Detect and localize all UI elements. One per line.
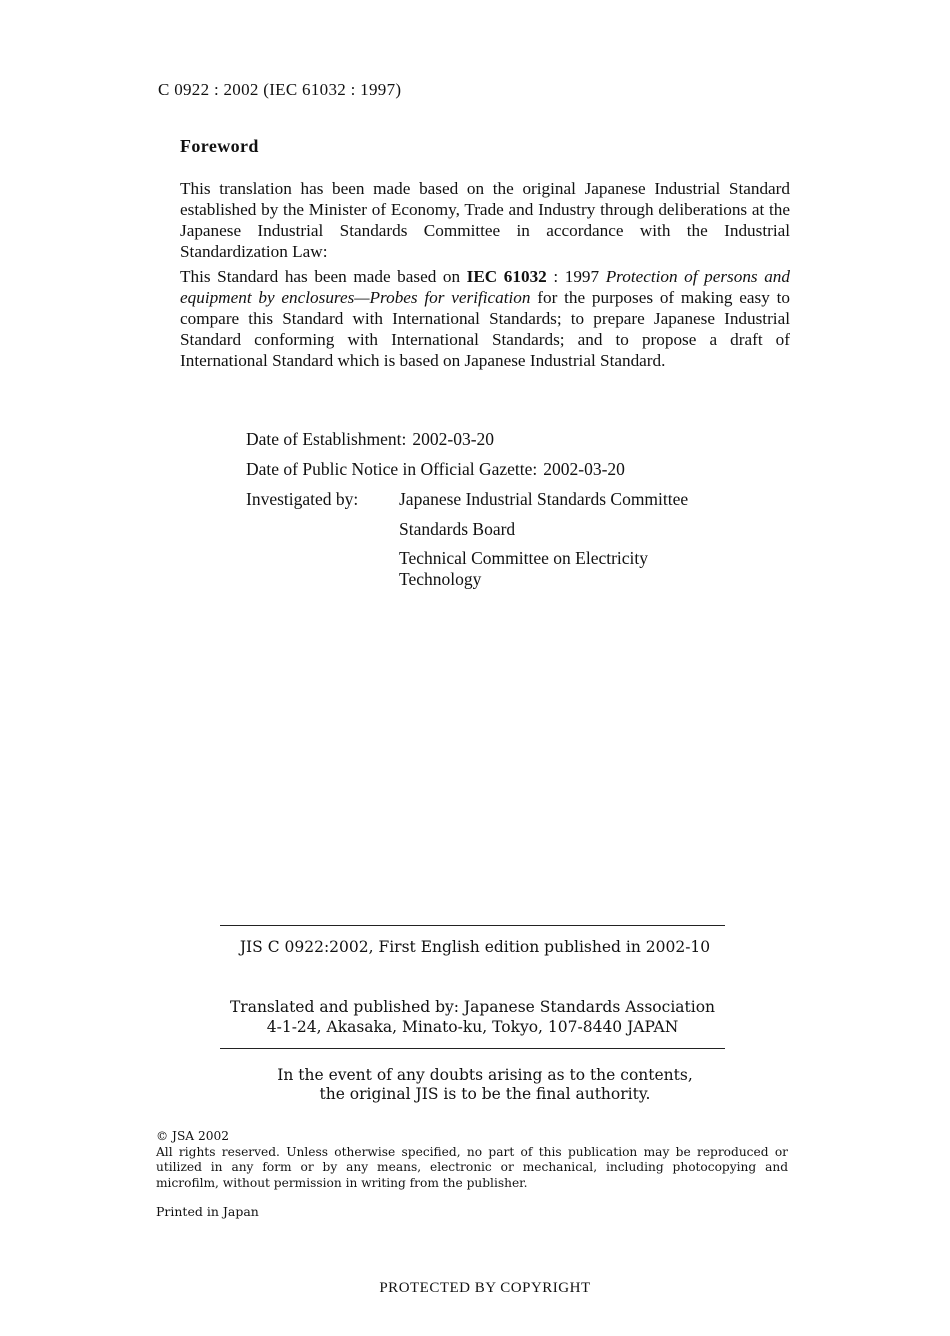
rights-notice: All rights reserved. Unless otherwise specified, no part of this publication may be reproduced or utilized in any form or by any means, electronic or mechanical, including photocopying and microfilm, without permission in writing from the publisher. — [156, 1144, 788, 1190]
investigated-item: Standards Board — [399, 519, 516, 539]
establishment-label: Date of Establishment: — [246, 429, 407, 449]
gazette-label: Date of Public Notice in Official Gazette: — [246, 459, 538, 479]
gazette-value: 2002-03-20 — [543, 459, 625, 479]
iec-year: : 1997 — [546, 267, 606, 286]
authority-notice — [200, 1066, 770, 1104]
publisher-address: 4-1-24, Akasaka, Minato-ku, Tokyo, 107-8440 JAPAN — [266, 1018, 679, 1036]
foreword-paragraph-1: This translation has been made based on the original Japanese Industrial Standard established by the Minister of Economy, Trade and Industry through deliberations at the Japanese Industrial Standards Committee in accordance with the Industrial Standardization Law: — [180, 179, 790, 261]
establishment-date-line — [246, 429, 494, 450]
top-divider — [220, 925, 725, 926]
bottom-divider — [220, 1048, 725, 1049]
paragraph-2-lead: This Standard has been made based on — [180, 267, 467, 286]
iec-reference: IEC 61032 — [466, 267, 547, 286]
standard-id-header: C 0922 : 2002 (IEC 61032 : 1997) — [158, 80, 402, 99]
copyright-notice: © JSA 2002 — [156, 1129, 229, 1143]
protected-footer: PROTECTED BY COPYRIGHT — [379, 1280, 591, 1296]
foreword-title: Foreword — [180, 136, 259, 156]
iec-title: Protection of persons and equipment by enclosures—Probes for verification — [180, 267, 790, 307]
paragraph-2-rest: for the purposes of making easy to compare this Standard with International Standards; to prepare Japanese Industrial Standard conforming with International Standards; and to propose a draft of International Standard which is based on Japanese Industrial Standard. — [180, 288, 790, 370]
copyright-block — [156, 1129, 788, 1191]
investigated-item: Technical Committee on Electricity Technology — [399, 548, 649, 589]
publisher-line: Translated and published by: Japanese Standards Association — [229, 998, 716, 1016]
establishment-value: 2002-03-20 — [412, 429, 495, 449]
printed-in: Printed in Japan — [156, 1204, 259, 1219]
authority-line: In the event of any doubts arising as to the contents, — [277, 1066, 693, 1084]
investigated-item: Japanese Industrial Standards Committee — [399, 489, 689, 509]
foreword-paragraph-2 — [180, 266, 790, 371]
publisher-info — [200, 997, 745, 1037]
edition-info: JIS C 0922:2002, First English edition published in 2002-10 — [239, 938, 711, 956]
gazette-date-line — [246, 459, 625, 480]
authority-line: the original JIS is to be the final authority. — [319, 1085, 651, 1103]
foreword-body — [180, 178, 790, 371]
investigated-label: Investigated by: — [246, 489, 359, 509]
